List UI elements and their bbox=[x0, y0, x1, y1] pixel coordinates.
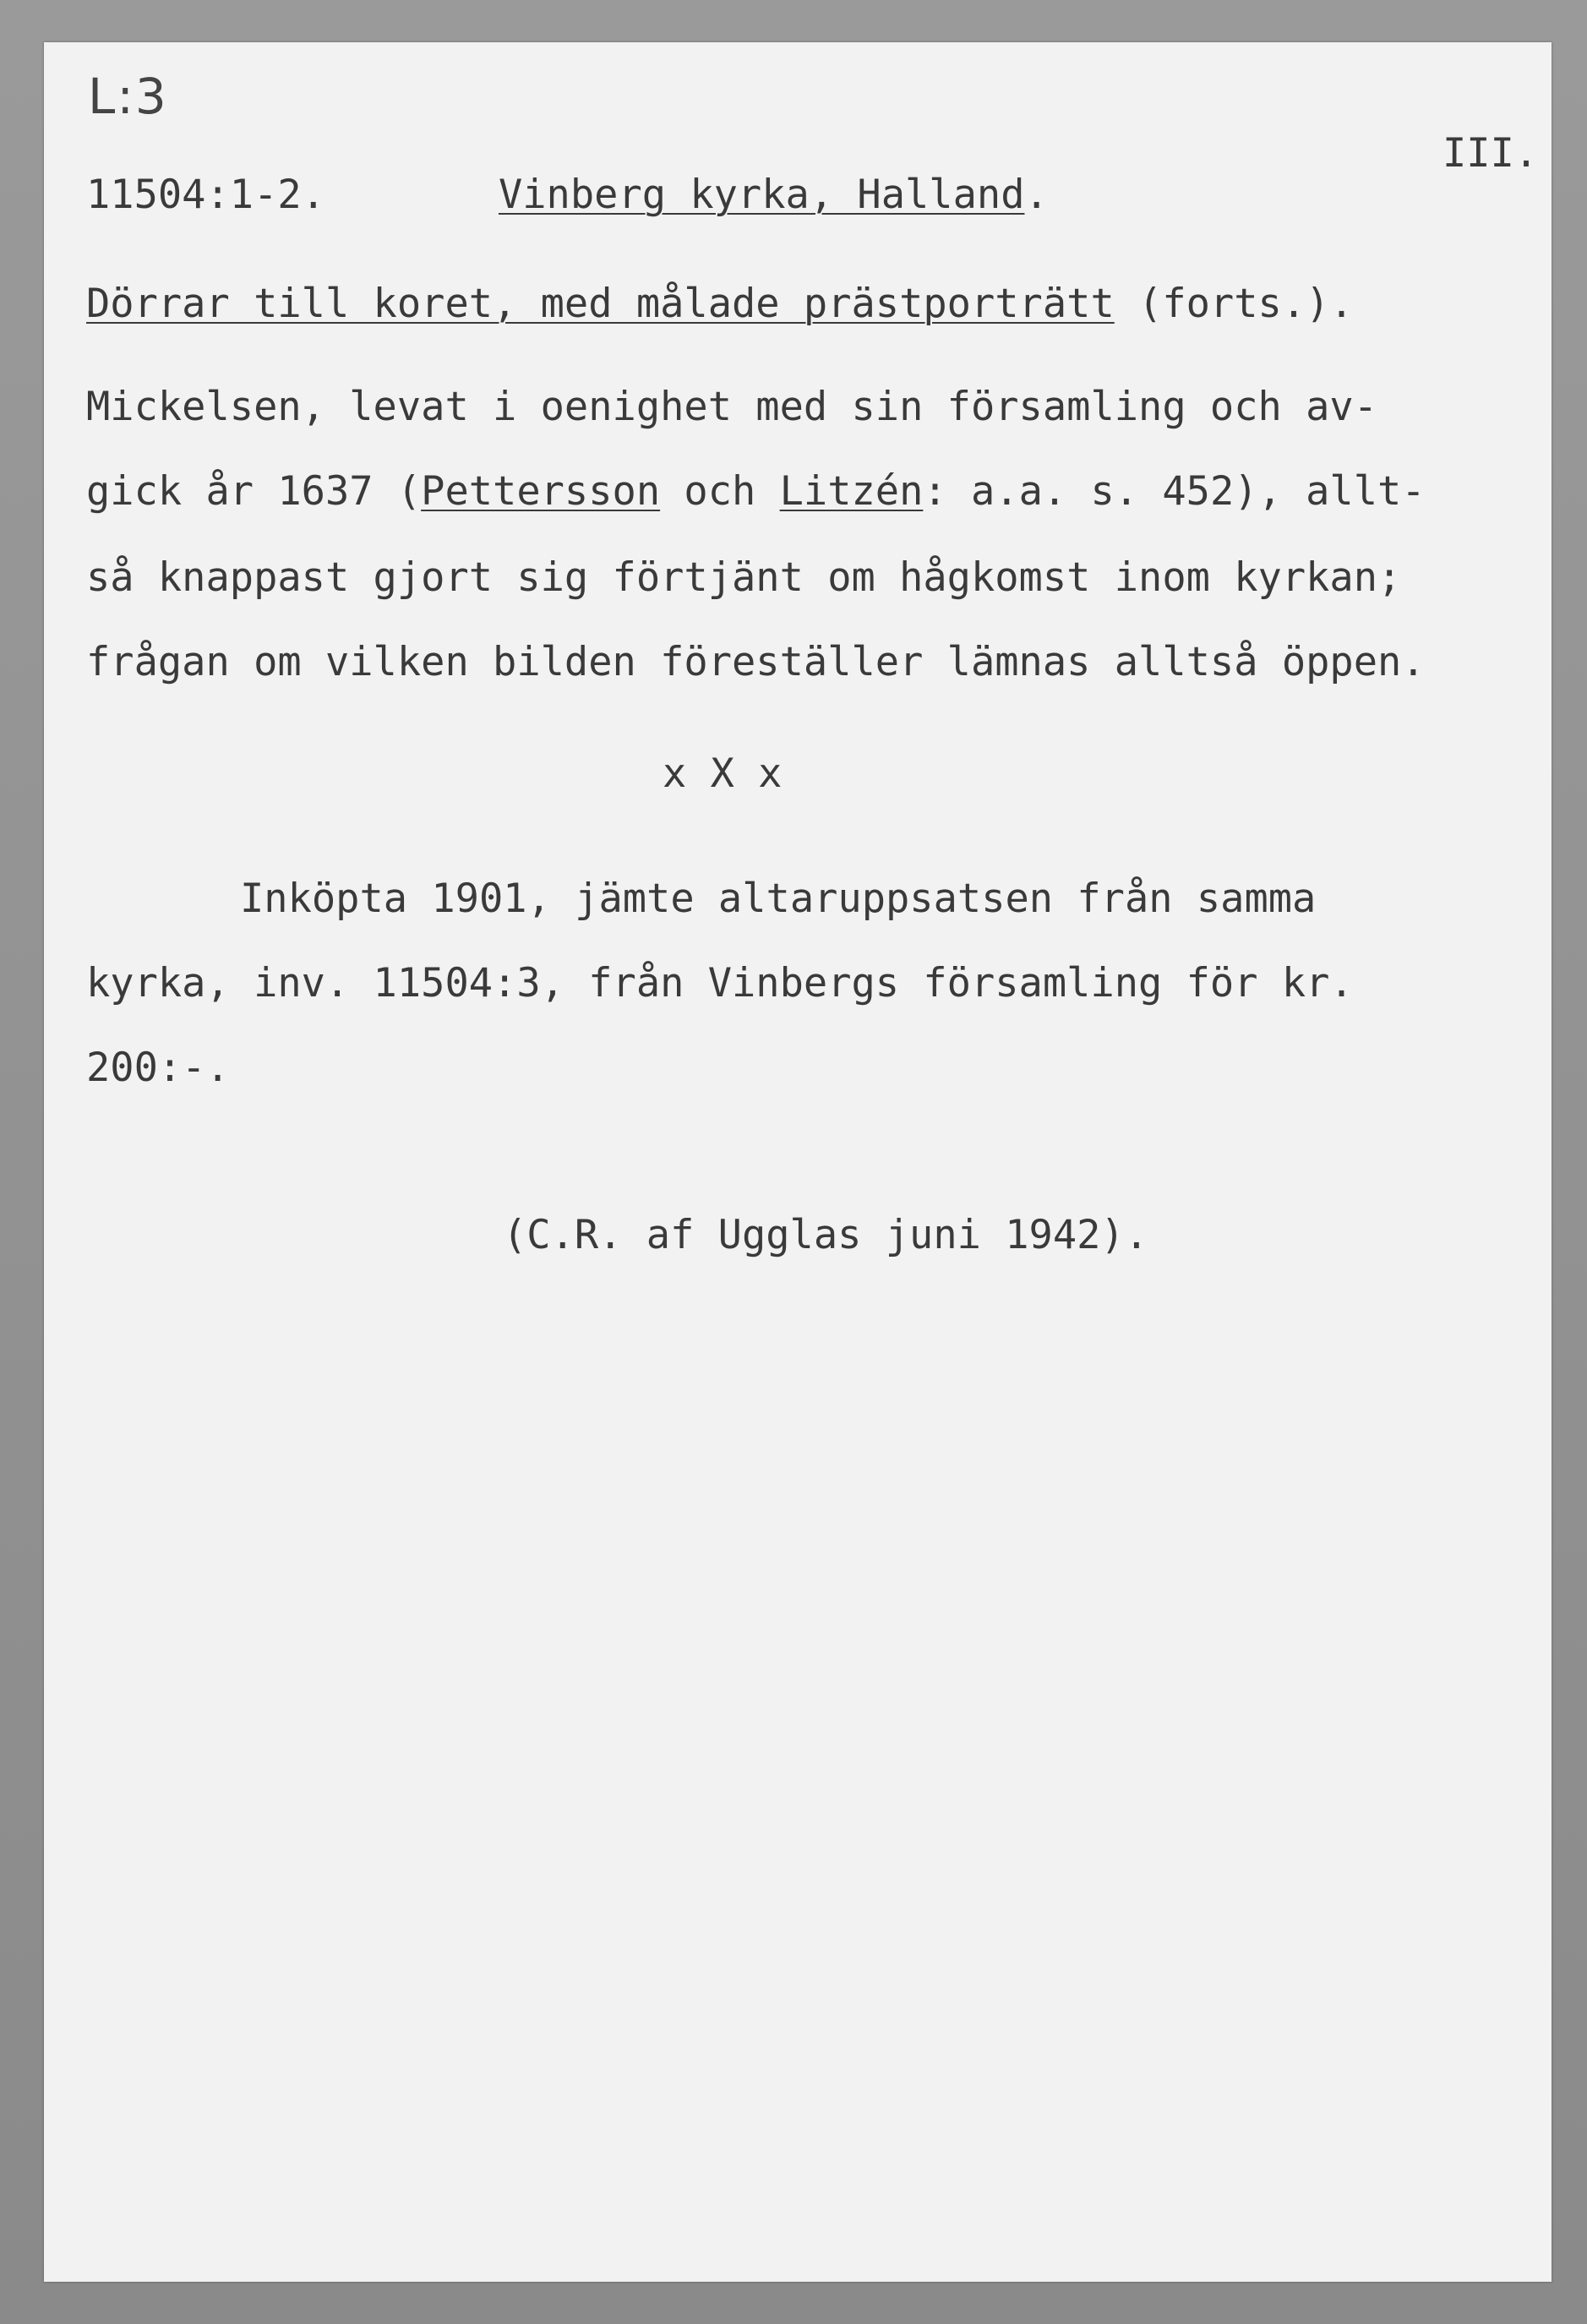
index-card bbox=[44, 42, 1552, 2282]
p1-line2-part-c: : a.a. s. 452), allt- bbox=[923, 468, 1426, 515]
location-title: Vinberg kyrka, Halland bbox=[498, 172, 1025, 218]
p1-line2-part-b: och bbox=[660, 468, 780, 515]
handwritten-mark: L:3 bbox=[88, 68, 168, 125]
subject-line bbox=[86, 281, 1354, 327]
location-title-end: . bbox=[1024, 172, 1049, 218]
paragraph1-line1: Mickelsen, levat i oenighet med sin församling och av- bbox=[86, 384, 1378, 430]
paragraph1-line2 bbox=[86, 468, 1426, 515]
subject-title: Dörrar till koret, med målade prästporträtt bbox=[86, 281, 1115, 327]
paragraph1-line3: så knappast gjort sig förtjänt om hågkomst inom kyrkan; bbox=[86, 554, 1402, 601]
paragraph2-line2: kyrka, inv. 11504:3, från Vinbergs församling för kr. bbox=[86, 960, 1354, 1007]
paragraph1-line4: frågan om vilken bilden föreställer lämnas alltså öppen. bbox=[86, 639, 1426, 685]
paragraph2-line3: 200:-. bbox=[86, 1045, 230, 1091]
inventory-number: 11504:1-2. bbox=[86, 172, 325, 218]
signature-line: (C.R. af Ugglas juni 1942). bbox=[503, 1212, 1149, 1258]
header-line bbox=[86, 172, 1049, 218]
page-number: III. bbox=[1442, 130, 1539, 177]
reference-litzen: Litzén bbox=[779, 468, 924, 515]
p1-line2-part-a: gick år 1637 ( bbox=[86, 468, 422, 515]
reference-pettersson: Pettersson bbox=[421, 468, 661, 515]
subject-suffix: (forts.). bbox=[1114, 281, 1354, 327]
section-separator: x X x bbox=[663, 750, 783, 797]
paragraph2-line1: Inköpta 1901, jämte altaruppsatsen från samma bbox=[240, 876, 1317, 922]
